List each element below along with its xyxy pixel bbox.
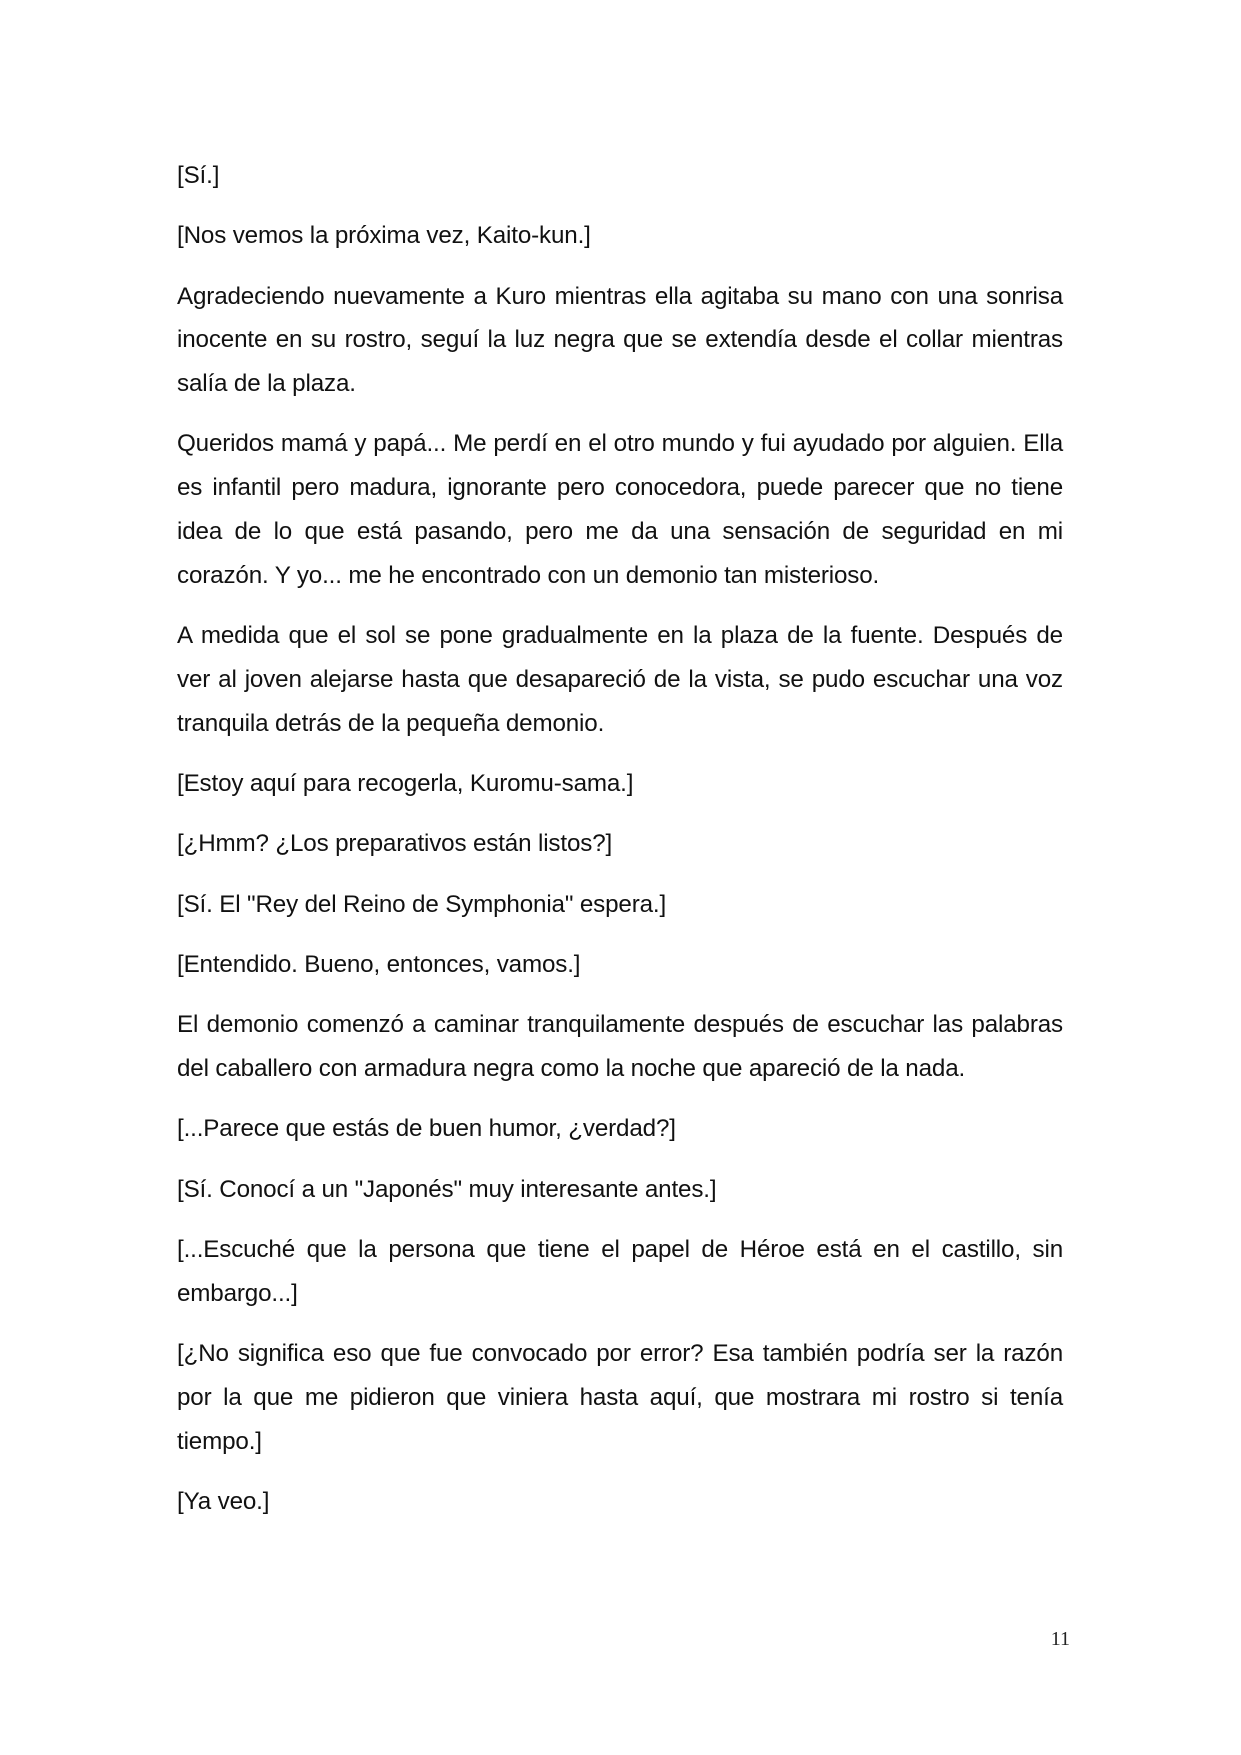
narrative-paragraph: A medida que el sol se pone gradualmente en la plaza de la fuente. Después de ver al joven alejarse hasta que desapareció de la vista, se pudo escuchar una voz tranquila detrás de la pequeña demonio. (177, 622, 1063, 737)
dialogue-line: [¿No significa eso que fue convocado por error? Esa también podría ser la razón por la que me pidieron que viniera hasta aquí, que mostrara mi rostro si tenía tiempo.] (177, 1340, 1063, 1455)
dialogue-line: [¿Hmm? ¿Los preparativos están listos?] (177, 830, 613, 858)
narrative-paragraph: Agradeciendo nuevamente a Kuro mientras ella agitaba su mano con una sonrisa inocente en su rostro, seguí la luz negra que se extendía desde el collar mientras salía de la plaza. (177, 282, 1063, 398)
page-number: 11 (1050, 1628, 1070, 1650)
dialogue-line: [Entendido. Bueno, entonces, vamos.] (177, 950, 581, 978)
dialogue-line: [Nos vemos la próxima vez, Kaito-kun.] (177, 222, 591, 250)
dialogue-line: [Estoy aquí para recogerla, Kuromu-sama.] (177, 770, 634, 798)
dialogue-line: [Sí. Conocí a un "Japonés" muy interesante antes.] (177, 1175, 717, 1203)
dialogue-line: [Sí.] (177, 162, 220, 189)
narrative-paragraph: El demonio comenzó a caminar tranquilamente después de escuchar las palabras del caballero con armadura negra como la noche que apareció de la nada. (177, 1011, 1063, 1083)
narrative-paragraph: Queridos mamá y papá... Me perdí en el otro mundo y fui ayudado por alguien. Ella es infantil pero madura, ignorante pero conocedora, puede parecer que no tiene idea de lo que está pasando, pero me da una sensación de seguridad en mi corazón. Y yo... me he encontrado con un demonio tan misterioso. (177, 430, 1063, 589)
dialogue-line: [Sí. El "Rey del Reino de Symphonia" espera.] (177, 890, 667, 918)
dialogue-line: [...Parece que estás de buen humor, ¿verdad?] (177, 1115, 676, 1143)
dialogue-line: [...Escuché que la persona que tiene el papel de Héroe está en el castillo, sin embargo...] (177, 1235, 1063, 1307)
dialogue-line: [Ya veo.] (177, 1487, 270, 1515)
document-body (177, 154, 1063, 1540)
